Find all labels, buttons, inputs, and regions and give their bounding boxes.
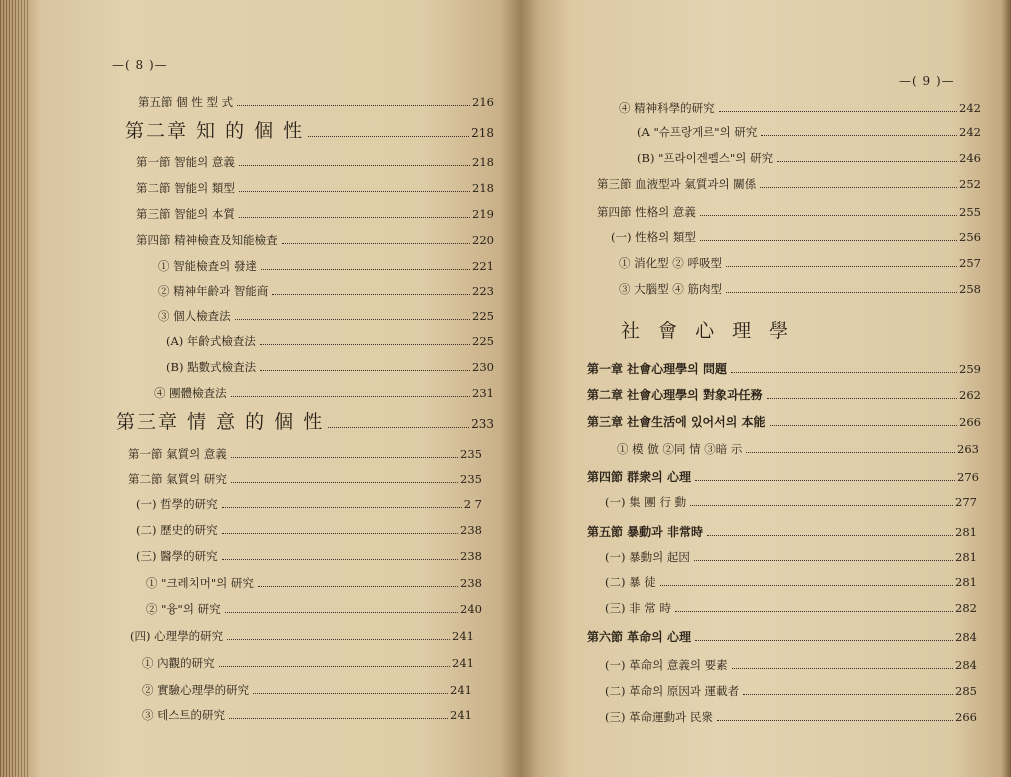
- left-page-number: —( 8 )—: [112, 58, 168, 72]
- toc-chapter: 第五節 暴動과 非常時 281: [587, 525, 977, 539]
- toc-entry: ① "크레치머"의 研究 238: [146, 576, 482, 590]
- toc-entry: (A "슈프랑게르"의 研究 242: [637, 125, 981, 139]
- toc-entry: (A) 年齡式檢査法 225: [166, 334, 494, 348]
- toc-chapter: 第二章 社會心理學의 對象과任務 262: [587, 388, 981, 402]
- toc-chapter: 第一章 社會心理學의 問題 259: [587, 362, 981, 376]
- toc-entry: (一) 革命의 意義의 要素 284: [605, 658, 977, 672]
- toc-entry: (二) 革命의 原因과 運載者 285: [605, 684, 977, 698]
- toc-entry: (B) "프라이겐펠스"의 研究 246: [637, 151, 981, 165]
- toc-entry: ① 消化型 ② 呼吸型 257: [619, 256, 981, 270]
- toc-entry: (B) 點數式檢査法 230: [166, 360, 494, 374]
- toc-entry: ① 智能檢査의 發達 221: [158, 259, 494, 273]
- toc-entry: 第一節 智能의 意義 218: [136, 155, 494, 169]
- toc-entry: (一) 暴動의 起因 281: [605, 550, 977, 564]
- toc-chapter: 第四節 群衆의 心理 276: [587, 470, 979, 484]
- toc-entry: ① 模 倣 ②同 情 ③暗 示 263: [617, 442, 979, 456]
- toc-entry: (三) 革命運動과 民衆 266: [605, 710, 977, 724]
- toc-chapter: 第三章 社會生活에 있어서의 本能 266: [587, 415, 981, 429]
- toc-chapter: 第六節 革命의 心理 284: [587, 630, 977, 644]
- toc-entry: ② 實驗心理學的研究 241: [142, 683, 472, 697]
- toc-entry: (三) 非 常 時 282: [605, 601, 977, 615]
- toc-entry: 第二節 智能의 類型 218: [136, 181, 494, 195]
- right-page-number: —( 9 )—: [899, 74, 955, 88]
- toc-entry: 第三節 血液型과 氣質과의 關係 252: [597, 177, 981, 191]
- toc-entry: 第四節 精神檢査及知能檢査 220: [136, 233, 494, 247]
- toc-entry: 第四節 性格의 意義 255: [597, 205, 981, 219]
- toc-entry: ② "융"의 研究 240: [146, 602, 482, 616]
- toc-entry: (一) 哲學的研究 2 7: [136, 497, 482, 511]
- page-edge-stack: [0, 0, 28, 777]
- toc-entry: ④ 團體檢査法 231: [154, 386, 494, 400]
- toc-entry: ③ 大腦型 ④ 筋肉型 258: [619, 282, 981, 296]
- toc-entry: 第二節 氣質의 研究 235: [128, 472, 482, 486]
- toc-entry: ① 內觀的研究 241: [142, 656, 474, 670]
- toc-entry: ③ 테스트的研究 241: [142, 708, 472, 722]
- toc-entry: ② 精神年齡과 智能商 223: [158, 284, 494, 298]
- toc-chapter: 第二章 知 的 個 性 218: [125, 120, 494, 142]
- toc-entry: (三) 醫學的研究 238: [136, 549, 482, 563]
- toc-entry: 第三節 智能의 本質 219: [136, 207, 494, 221]
- toc-chapter: 第三章 情 意 的 個 性 233: [116, 411, 494, 433]
- toc-entry: (一) 集 團 行 動 277: [605, 495, 977, 509]
- toc-entry: ④ 精神科學的研究 242: [619, 101, 981, 115]
- toc-entry: (二) 歷史的研究 238: [136, 523, 482, 537]
- section-title: 社 會 心 理 學: [621, 320, 795, 342]
- toc-entry: 第一節 氣質의 意義 235: [128, 447, 482, 461]
- toc-entry: (一) 性格의 類型 256: [611, 230, 981, 244]
- toc-entry: 第五節 個 性 型 式 216: [138, 95, 494, 109]
- toc-entry: ③ 個人檢査法 225: [158, 309, 494, 323]
- toc-entry: (四) 心理學的研究 241: [130, 629, 474, 643]
- toc-entry: (二) 暴 徒 281: [605, 575, 977, 589]
- right-page: [521, 0, 1011, 777]
